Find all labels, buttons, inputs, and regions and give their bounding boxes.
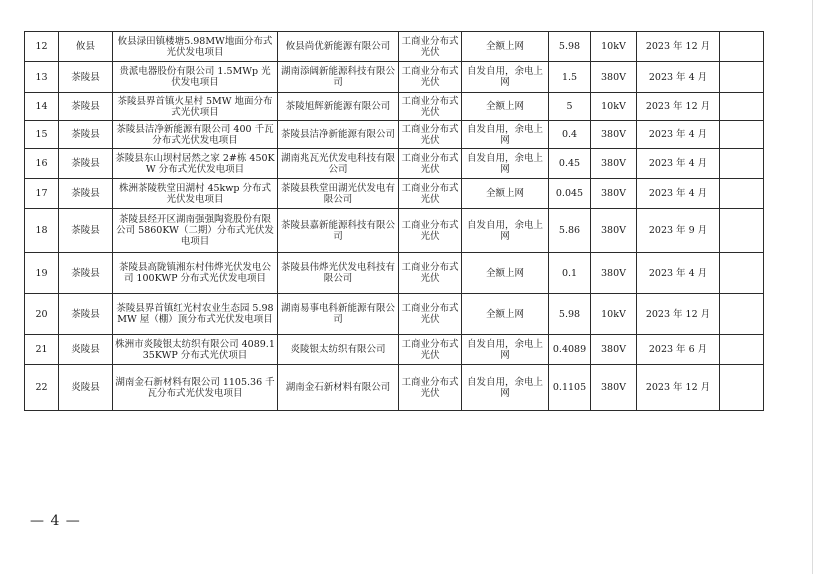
county-cell: 茶陵县 — [59, 179, 113, 209]
table-row — [25, 149, 764, 179]
capacity-cell: 0.1 — [549, 253, 591, 294]
company-cell: 茶陵县嘉新能源科技有限公司 — [278, 209, 399, 253]
project-type-cell: 工商业分布式光伏 — [399, 32, 462, 62]
row-number-cell: 19 — [25, 253, 59, 294]
voltage-cell: 380V — [591, 335, 637, 365]
row-number-cell: 13 — [25, 62, 59, 93]
row-number-cell: 17 — [25, 179, 59, 209]
project-name-cell: 茶陵县经开区湖南强强陶瓷股份有限公司 5860KW（二期）分布式光伏发电项目 — [113, 209, 278, 253]
county-cell: 炎陵县 — [59, 365, 113, 411]
remarks-cell — [720, 93, 764, 121]
grid-mode-cell: 自发自用，余电上网 — [462, 335, 549, 365]
remarks-cell — [720, 179, 764, 209]
voltage-cell: 10kV — [591, 93, 637, 121]
grid-mode-cell: 自发自用，余电上网 — [462, 209, 549, 253]
company-cell: 茶陵县伟烨光伏发电科技有限公司 — [278, 253, 399, 294]
project-name-cell: 湖南金石新材料有限公司 1105.36 千瓦分布式光伏发电项目 — [113, 365, 278, 411]
voltage-cell: 380V — [591, 62, 637, 93]
project-type-cell: 工商业分布式光伏 — [399, 179, 462, 209]
project-type-cell: 工商业分布式光伏 — [399, 93, 462, 121]
county-cell: 茶陵县 — [59, 294, 113, 335]
project-type-cell: 工商业分布式光伏 — [399, 253, 462, 294]
project-name-cell: 茶陵县东山坝村居然之家 2#栋 450KW 分布式光伏发电项目 — [113, 149, 278, 179]
project-name-cell: 攸县渌田镇楼塘5.98MW地面分布式光伏发电项目 — [113, 32, 278, 62]
project-type-cell: 工商业分布式光伏 — [399, 62, 462, 93]
company-cell: 茶陵县洁净新能源有限公司 — [278, 121, 399, 149]
capacity-cell: 5.98 — [549, 294, 591, 335]
completion-date-cell: 2023 年 12 月 — [637, 32, 720, 62]
table-body — [25, 32, 764, 411]
remarks-cell — [720, 121, 764, 149]
grid-mode-cell: 全额上网 — [462, 93, 549, 121]
project-type-cell: 工商业分布式光伏 — [399, 365, 462, 411]
table-row — [25, 335, 764, 365]
table-row — [25, 179, 764, 209]
table-row — [25, 365, 764, 411]
row-number-cell: 20 — [25, 294, 59, 335]
project-name-cell: 茶陵县界首镇红光村农业生态园 5.98MW 屋（棚）顶分布式光伏发电项目 — [113, 294, 278, 335]
project-type-cell: 工商业分布式光伏 — [399, 121, 462, 149]
county-cell: 茶陵县 — [59, 93, 113, 121]
completion-date-cell: 2023 年 4 月 — [637, 121, 720, 149]
page-edge — [812, 0, 813, 574]
company-cell: 湖南兆瓦光伏发电科技有限公司 — [278, 149, 399, 179]
county-cell: 茶陵县 — [59, 253, 113, 294]
row-number-cell: 22 — [25, 365, 59, 411]
capacity-cell: 5.98 — [549, 32, 591, 62]
remarks-cell — [720, 294, 764, 335]
county-cell: 茶陵县 — [59, 149, 113, 179]
project-type-cell: 工商业分布式光伏 — [399, 209, 462, 253]
capacity-cell: 0.4 — [549, 121, 591, 149]
capacity-cell: 0.4089 — [549, 335, 591, 365]
capacity-cell: 5.86 — [549, 209, 591, 253]
project-table — [24, 31, 764, 411]
county-cell: 茶陵县 — [59, 121, 113, 149]
completion-date-cell: 2023 年 4 月 — [637, 253, 720, 294]
company-cell: 湖南金石新材料有限公司 — [278, 365, 399, 411]
voltage-cell: 380V — [591, 253, 637, 294]
row-number-cell: 16 — [25, 149, 59, 179]
project-name-cell: 株洲市炎陵银太纺织有限公司 4089.135KWP 分布式光伏项目 — [113, 335, 278, 365]
voltage-cell: 380V — [591, 179, 637, 209]
grid-mode-cell: 全额上网 — [462, 294, 549, 335]
remarks-cell — [720, 335, 764, 365]
project-type-cell: 工商业分布式光伏 — [399, 149, 462, 179]
row-number-cell: 14 — [25, 93, 59, 121]
voltage-cell: 10kV — [591, 32, 637, 62]
table-row — [25, 294, 764, 335]
table-row — [25, 209, 764, 253]
remarks-cell — [720, 32, 764, 62]
voltage-cell: 380V — [591, 365, 637, 411]
voltage-cell: 380V — [591, 121, 637, 149]
voltage-cell: 10kV — [591, 294, 637, 335]
table-row — [25, 32, 764, 62]
voltage-cell: 380V — [591, 209, 637, 253]
project-name-cell: 贵派电器股份有限公司 1.5MWp 光伏发电项目 — [113, 62, 278, 93]
capacity-cell: 5 — [549, 93, 591, 121]
grid-mode-cell: 全额上网 — [462, 179, 549, 209]
capacity-cell: 0.1105 — [549, 365, 591, 411]
project-name-cell: 茶陵县洁净新能源有限公司 400 千瓦分布式光伏发电项目 — [113, 121, 278, 149]
remarks-cell — [720, 209, 764, 253]
grid-mode-cell: 全额上网 — [462, 253, 549, 294]
row-number-cell: 21 — [25, 335, 59, 365]
table-row — [25, 121, 764, 149]
table-row — [25, 253, 764, 294]
grid-mode-cell: 自发自用，余电上网 — [462, 121, 549, 149]
project-name-cell: 茶陵县界首镇火星村 5MW 地面分布式光伏项目 — [113, 93, 278, 121]
company-cell: 茶陵旭辉新能源有限公司 — [278, 93, 399, 121]
remarks-cell — [720, 365, 764, 411]
page-number: — 4 — — [30, 513, 81, 529]
company-cell: 炎陵银太纺织有限公司 — [278, 335, 399, 365]
table-row — [25, 93, 764, 121]
row-number-cell: 12 — [25, 32, 59, 62]
voltage-cell: 380V — [591, 149, 637, 179]
project-type-cell: 工商业分布式光伏 — [399, 294, 462, 335]
remarks-cell — [720, 149, 764, 179]
remarks-cell — [720, 253, 764, 294]
company-cell: 茶陵县秩堂田湖光伏发电有限公司 — [278, 179, 399, 209]
completion-date-cell: 2023 年 12 月 — [637, 365, 720, 411]
completion-date-cell: 2023 年 12 月 — [637, 294, 720, 335]
capacity-cell: 0.45 — [549, 149, 591, 179]
project-name-cell: 株洲茶陵秩堂田湖村 45kwp 分布式光伏发电项目 — [113, 179, 278, 209]
completion-date-cell: 2023 年 9 月 — [637, 209, 720, 253]
grid-mode-cell: 自发自用，余电上网 — [462, 62, 549, 93]
completion-date-cell: 2023 年 4 月 — [637, 149, 720, 179]
completion-date-cell: 2023 年 6 月 — [637, 335, 720, 365]
grid-mode-cell: 自发自用，余电上网 — [462, 149, 549, 179]
county-cell: 炎陵县 — [59, 335, 113, 365]
capacity-cell: 0.045 — [549, 179, 591, 209]
company-cell: 攸县尚优新能源有限公司 — [278, 32, 399, 62]
completion-date-cell: 2023 年 4 月 — [637, 62, 720, 93]
remarks-cell — [720, 62, 764, 93]
county-cell: 茶陵县 — [59, 62, 113, 93]
company-cell: 湖南添阔新能源科技有限公司 — [278, 62, 399, 93]
company-cell: 湖南易事电科新能源有限公司 — [278, 294, 399, 335]
grid-mode-cell: 全额上网 — [462, 32, 549, 62]
table-row — [25, 62, 764, 93]
row-number-cell: 18 — [25, 209, 59, 253]
row-number-cell: 15 — [25, 121, 59, 149]
grid-mode-cell: 自发自用，余电上网 — [462, 365, 549, 411]
county-cell: 攸县 — [59, 32, 113, 62]
completion-date-cell: 2023 年 12 月 — [637, 93, 720, 121]
county-cell: 茶陵县 — [59, 209, 113, 253]
completion-date-cell: 2023 年 4 月 — [637, 179, 720, 209]
project-type-cell: 工商业分布式光伏 — [399, 335, 462, 365]
project-name-cell: 茶陵县高陇镇湘东村伟烨光伏发电公司 100KWP 分布式光伏发电项目 — [113, 253, 278, 294]
capacity-cell: 1.5 — [549, 62, 591, 93]
